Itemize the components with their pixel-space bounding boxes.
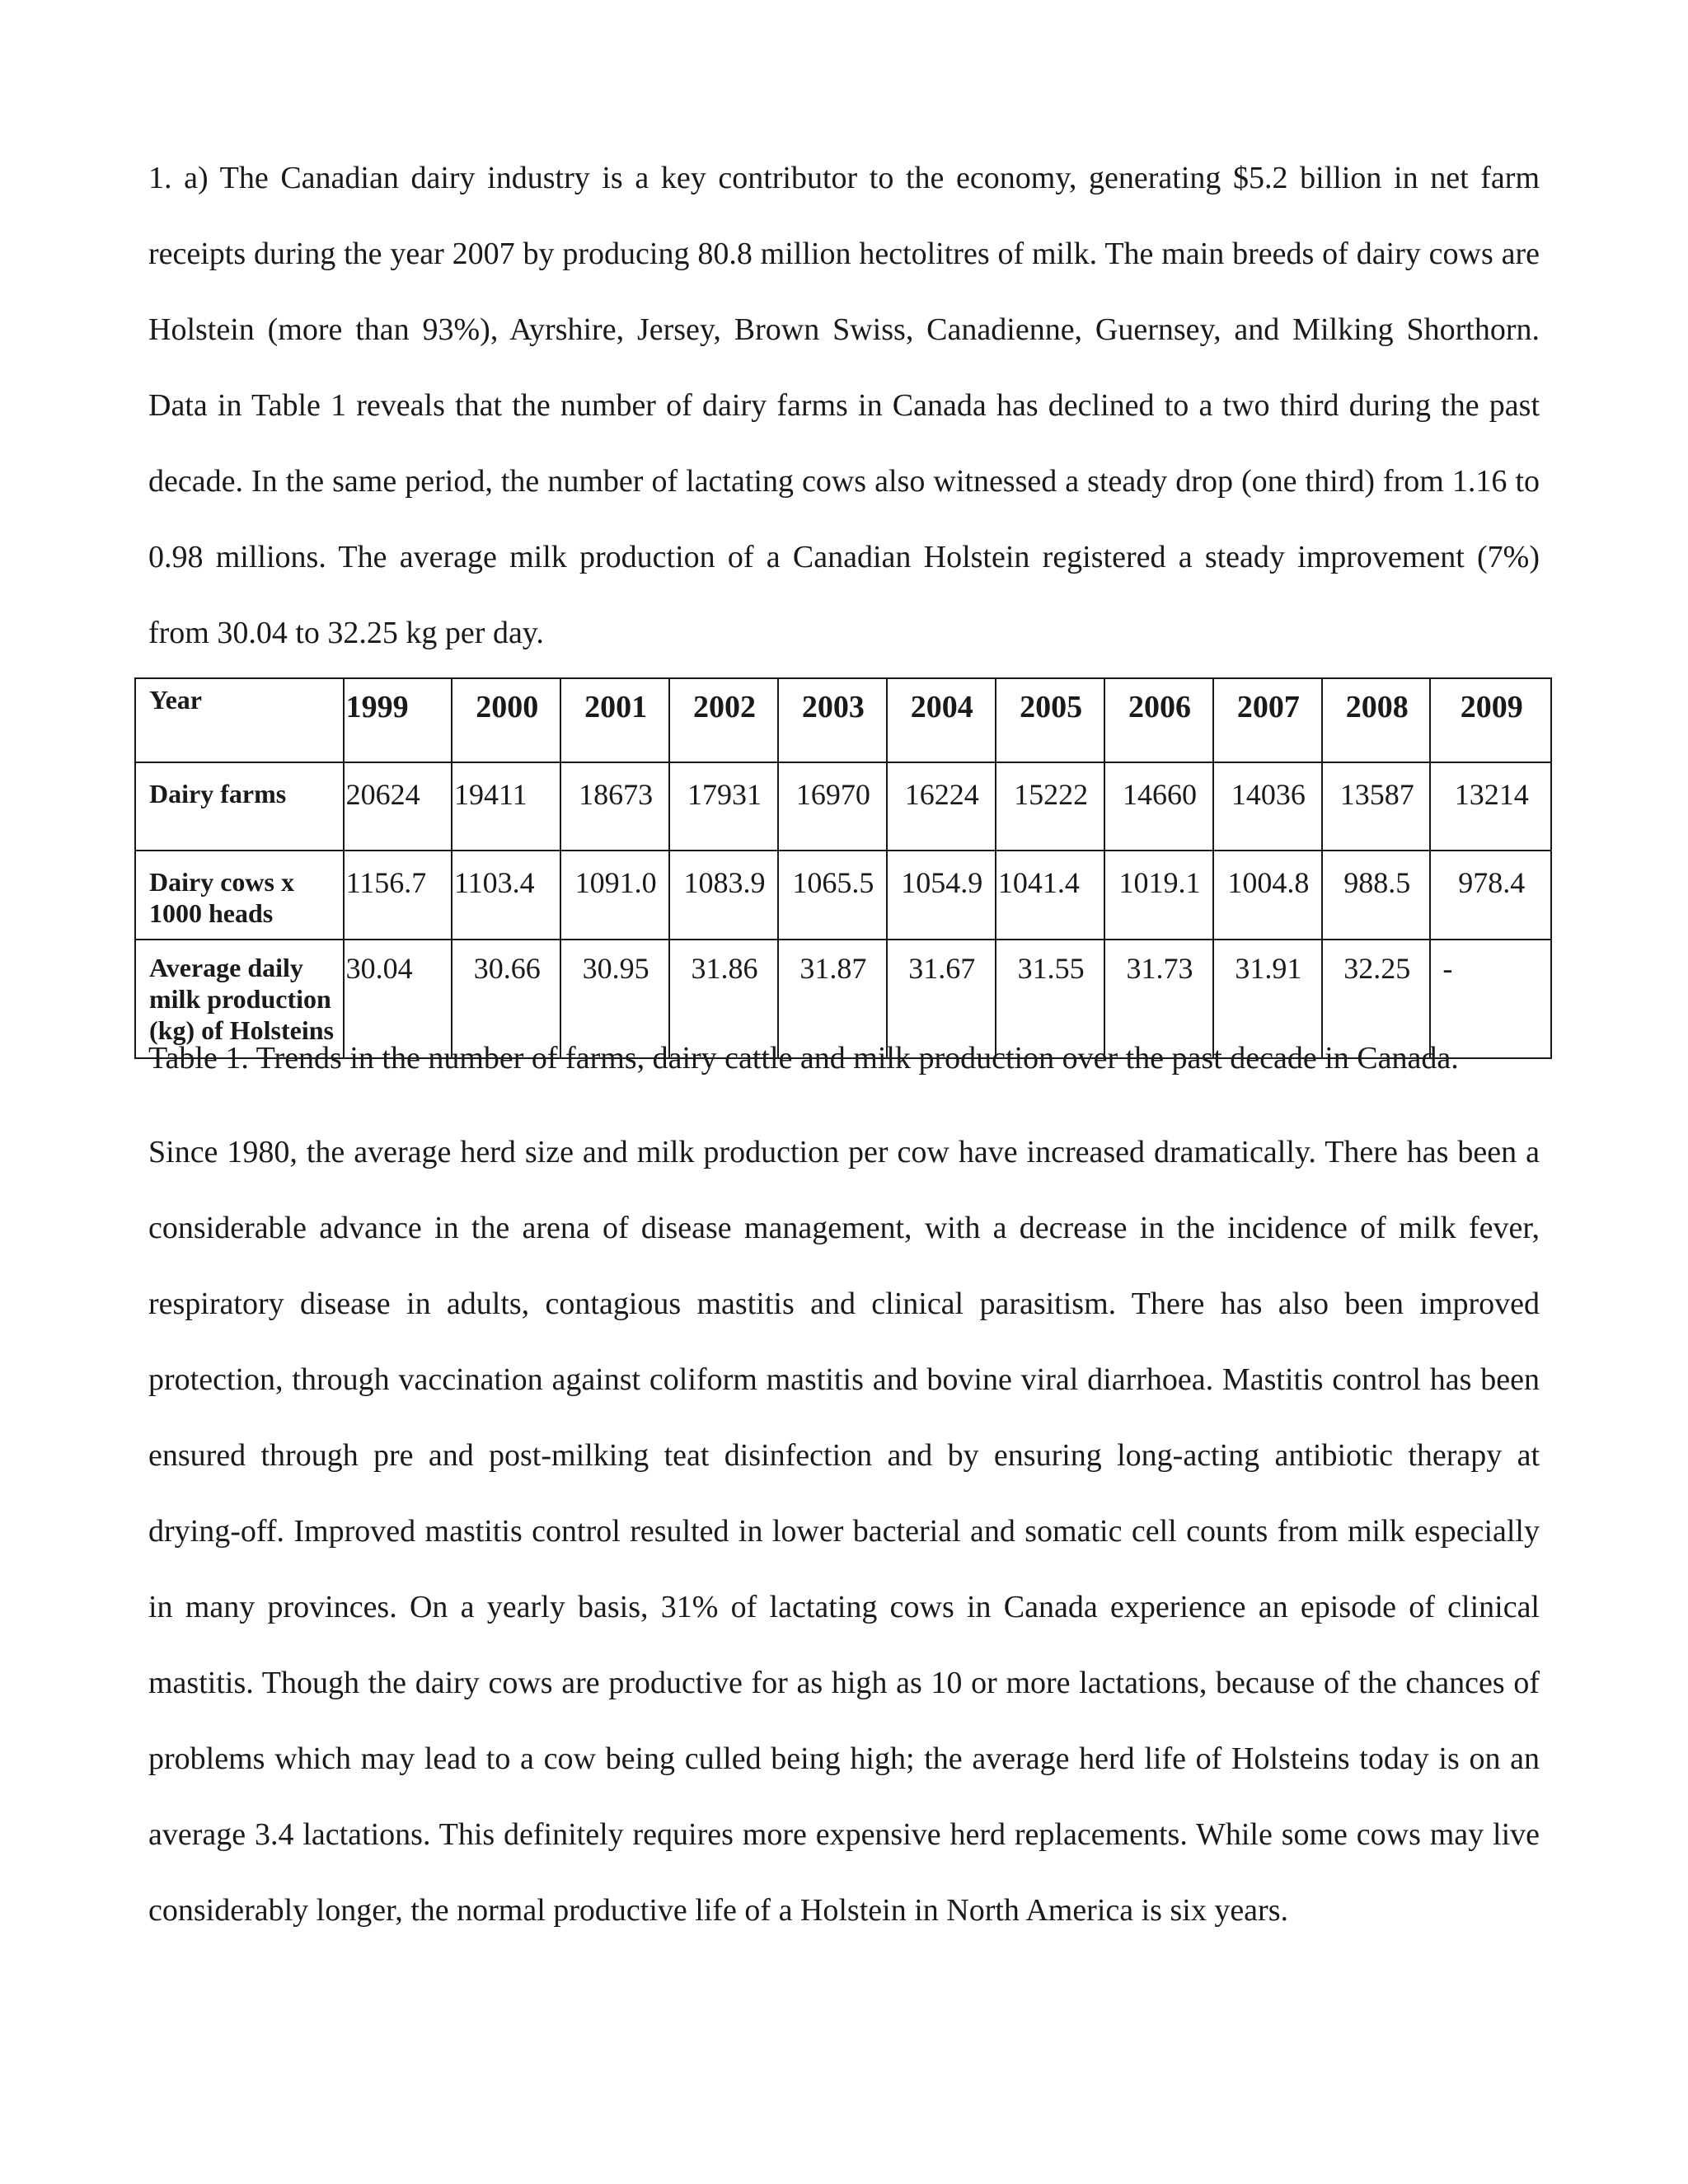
year-cell: 2002 xyxy=(669,678,778,762)
table-cell: 18673 xyxy=(560,762,668,851)
row-label: Average daily milk production (kg) of Holsteins xyxy=(135,940,344,1058)
table-cell: 978.4 xyxy=(1430,851,1551,940)
year-cell: 2007 xyxy=(1213,678,1322,762)
table-cell: 31.55 xyxy=(996,940,1104,1058)
table-header-row xyxy=(135,678,1551,762)
year-cell: 2009 xyxy=(1430,678,1551,762)
table-cell: 30.66 xyxy=(452,940,560,1058)
table-cell: 1004.8 xyxy=(1213,851,1322,940)
table-cell: 20624 xyxy=(344,762,452,851)
year-cell: 2004 xyxy=(887,678,996,762)
table-cell: 30.04 xyxy=(344,940,452,1058)
table-cell: 16224 xyxy=(887,762,996,851)
year-cell: 2008 xyxy=(1322,678,1430,762)
table-cell: 1019.1 xyxy=(1104,851,1212,940)
dairy-trends-table xyxy=(134,677,1552,1059)
table-cell: 19411 xyxy=(452,762,560,851)
intro-paragraph: 1. a) The Canadian dairy industry is a key contributor to the economy, generating $5.2 billion in net farm receipts during the year 2007 by producing 80.8 million hectolitres of milk. The main breeds of dairy cows are Holstein (more than 93%), Ayrshire, Jersey, Brown Swiss, Canadienne, Guernsey, and Milking Shorthorn. Data in Table 1 reveals that the number of dairy farms in Canada has declined to a two third during the past decade. In the same period, the number of lactating cows also witnessed a steady drop (one third) from 1.16 to 0.98 millions. The average milk production of a Canadian Holstein registered a steady improvement (7%) from 30.04 to 32.25 kg per day. xyxy=(148,161,1540,650)
table-cell: 31.91 xyxy=(1213,940,1322,1058)
table-cell: 1054.9 xyxy=(887,851,996,940)
year-header: Year xyxy=(135,678,344,762)
second-paragraph: Since 1980, the average herd size and milk production per cow have increased dramatically. There has been a considerable advance in the arena of disease management, with a decrease in the incidence of milk fever, respiratory disease in adults, contagious mastitis and clinical parasitism. There has also been improved protection, through vaccination against coliform mastitis and bovine viral diarrhoea. Mastitis control has been ensured through pre and post-milking teat disinfection and by ensuring long-acting antibiotic therapy at drying-off. Improved mastitis control resulted in lower bacterial and somatic cell counts from milk especially in many provinces. On a yearly basis, 31% of lactating cows in Canada experience an episode of clinical mastitis. Though the dairy cows are productive for as high as 10 or more lactations, because of the chances of problems which may lead to a cow being culled being high; the average herd life of Holsteins today is on an average 3.4 lactations. This definitely requires more expensive herd replacements. While some cows may live considerably longer, the normal productive life of a Holstein in North America is six years. xyxy=(148,1135,1540,1928)
table-cell: 31.73 xyxy=(1104,940,1212,1058)
table-cell: 988.5 xyxy=(1322,851,1430,940)
table-caption: Table 1. Trends in the number of farms, dairy cattle and milk production over the past decade in Canada. xyxy=(148,1041,1459,1076)
table-cell: 31.87 xyxy=(778,940,886,1058)
table-cell: 32.25 xyxy=(1322,940,1430,1058)
table-cell: 14660 xyxy=(1104,762,1212,851)
year-cell: 2000 xyxy=(452,678,560,762)
year-cell: 1999 xyxy=(344,678,452,762)
table-cell: 1041.4 xyxy=(996,851,1104,940)
page-body xyxy=(148,140,1540,671)
table-row-dairy-farms xyxy=(135,762,1551,851)
table-cell: 1103.4 xyxy=(452,851,560,940)
table-cell: - xyxy=(1430,940,1551,1058)
year-cell: 2003 xyxy=(778,678,886,762)
table-cell: 14036 xyxy=(1213,762,1322,851)
table-cell: 17931 xyxy=(669,762,778,851)
table-cell: 30.95 xyxy=(560,940,668,1058)
table-cell: 1156.7 xyxy=(344,851,452,940)
table-cell: 31.86 xyxy=(669,940,778,1058)
table-cell: 16970 xyxy=(778,762,886,851)
table-cell: 31.67 xyxy=(887,940,996,1058)
body-section xyxy=(148,1114,1540,1948)
row-label: Dairy cows x 1000 heads xyxy=(135,851,344,940)
year-cell: 2001 xyxy=(560,678,668,762)
year-cell: 2005 xyxy=(996,678,1104,762)
table-cell: 15222 xyxy=(996,762,1104,851)
table-cell: 1091.0 xyxy=(560,851,668,940)
table-cell: 13214 xyxy=(1430,762,1551,851)
table-cell: 13587 xyxy=(1322,762,1430,851)
year-cell: 2006 xyxy=(1104,678,1212,762)
table-row-dairy-cows xyxy=(135,851,1551,940)
table-cell: 1065.5 xyxy=(778,851,886,940)
table-cell: 1083.9 xyxy=(669,851,778,940)
row-label: Dairy farms xyxy=(135,762,344,851)
